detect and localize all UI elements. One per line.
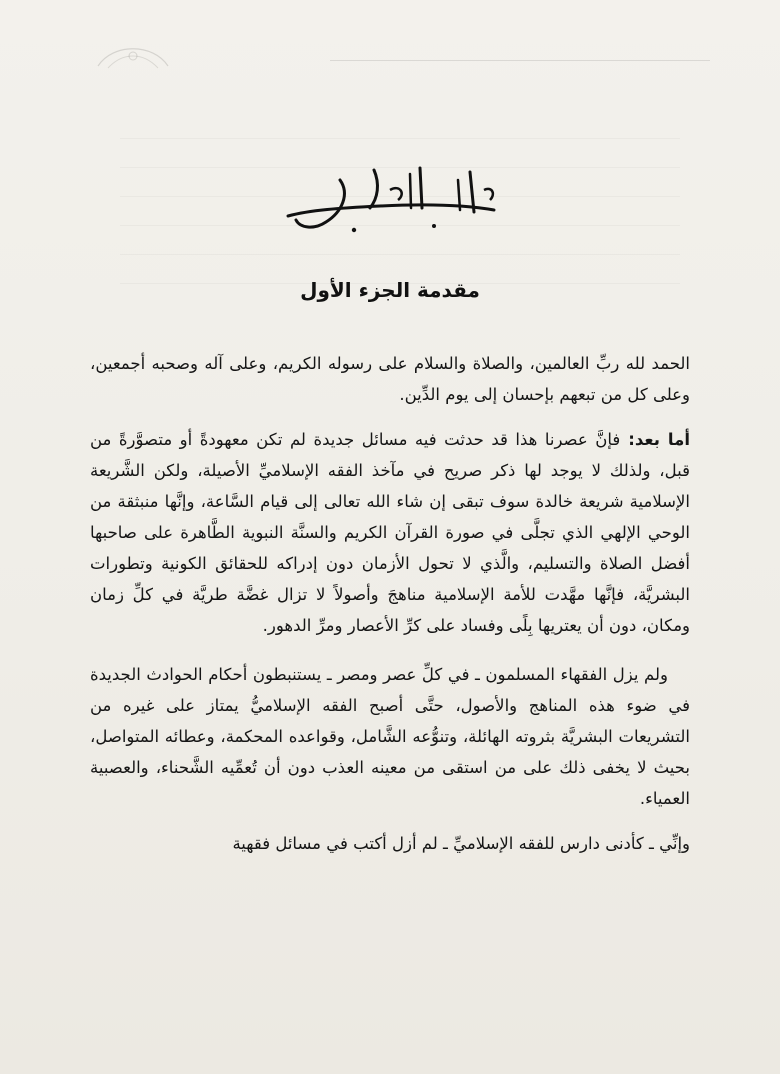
basmala-calligraphy-icon — [270, 150, 510, 240]
paragraph-4 — [90, 828, 690, 859]
header-rule — [330, 60, 710, 61]
page-title: مقدمة الجزء الأول — [300, 278, 480, 302]
paragraph-4-text: وإنِّي ـ كأدنى دارس للفقه الإسلاميِّ ـ لم أزل أكتب في مسائل فقهية — [232, 834, 690, 853]
paragraph-1 — [90, 348, 690, 410]
paragraph-2 — [90, 424, 690, 641]
paragraph-3-text: ولم يزل الفقهاء المسلمون ـ في كلِّ عصر ومصر ـ يستنبطون أحكام الحوادث الجديدة في ضوء هذه المناهج والأصول، حتَّى أصبح الفقه الإسلاميُّ يمتاز على غيره من التشريعات البشريَّة بثروته الهائلة، وتنوُّعه الشَّامل، وقواعده المحكمة، وعطائه المتواصل، بحيث لا يخفى ذلك على من استقى من معينه العذب دون أن تُعمِّيه الشَّحناء، والعصبية العمياء. — [90, 665, 690, 808]
ornament-icon — [88, 38, 178, 78]
body-text — [90, 348, 690, 873]
paragraph-3 — [90, 659, 690, 814]
paragraph-2-text: فإنَّ عصرنا هذا قد حدثت فيه مسائل جديدة لم تكن معهودةً أو متصوَّرةً من قبل، ولذلك لا يوجد لها ذكر صريح في مآخذ الفقه الإسلاميِّ الأصيلة، ولكن الشَّريعة الإسلامية شريعة خالدة سوف تبقى إن شاء الله تعالى إلى قيام السَّاعة، وإنَّها منبثقة من الوحي الإلهي الذي تجلَّى في صورة القرآن الكريم والسنَّة النبوية الطَّاهرة على صاحبها أفضل الصلاة والتسليم، والَّذي لا تحول الأزمان دون إدراكه للحقائق الكونية وتطورات البشريَّة، فإنَّها مهَّدت للأمة الإسلامية مناهجَ وأصولاً لا تزال غضَّة طريَّة في كلِّ زمان ومكان، دون أن يعتريها بِلًى وفساد على كرِّ الأعصار ومرِّ الدهور. — [90, 430, 690, 635]
paragraph-2-lead: أما بعد: — [620, 430, 690, 449]
paragraph-1-text: الحمد لله ربِّ العالمين، والصلاة والسلام على رسوله الكريم، وعلى آله وصحبه أجمعين، وعلى كل من تبعهم بإحسان إلى يوم الدِّين. — [90, 354, 690, 404]
